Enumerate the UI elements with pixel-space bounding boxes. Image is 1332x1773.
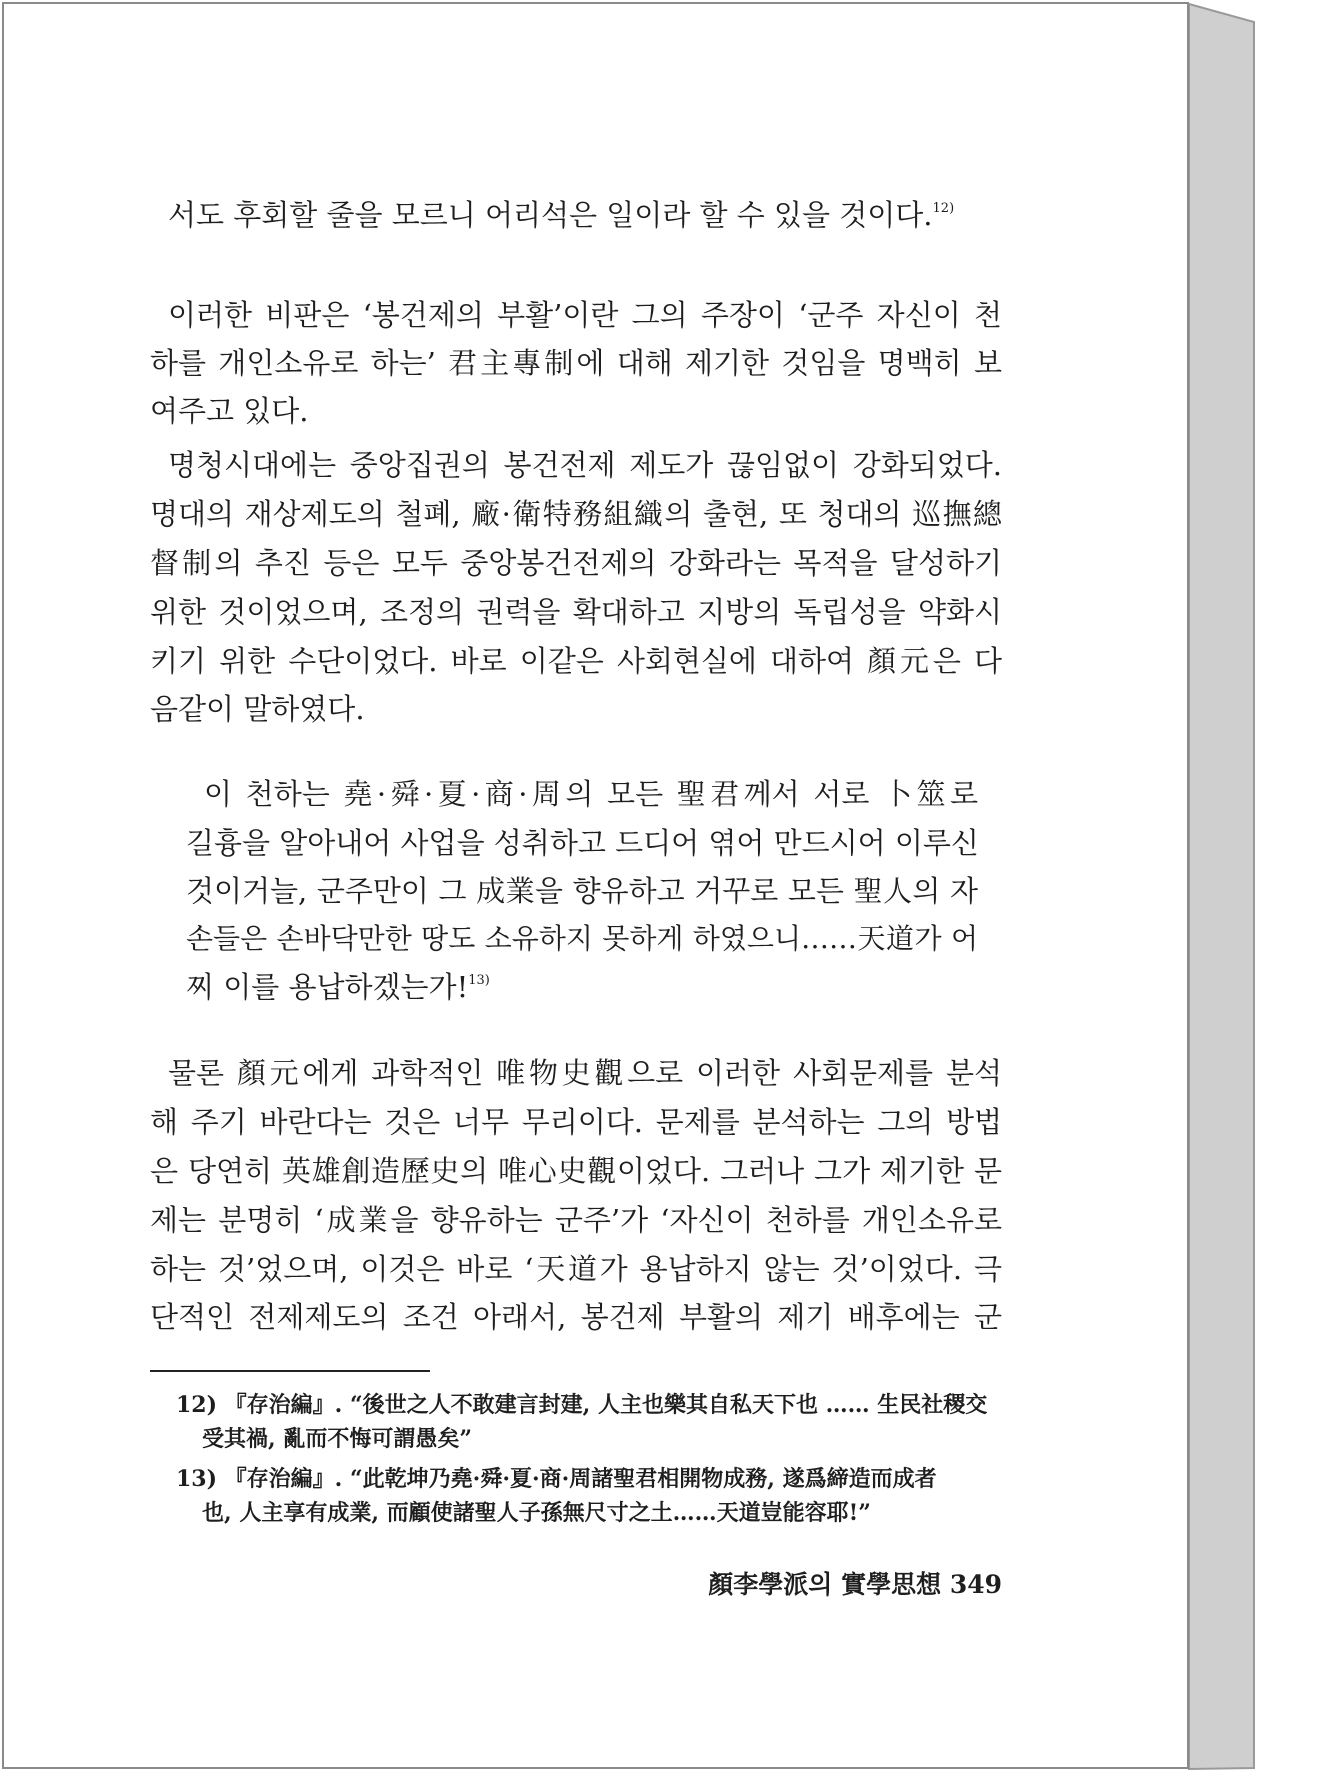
footnote-12-line-2: 受其禍, 亂而不悔可謂愚矣” — [202, 1426, 472, 1452]
quote-line-1: 이 천하는 堯·舜·夏·商·周의 모든 聖君께서 서로 卜筮로 — [204, 777, 978, 811]
quote-line-3: 것이거늘, 군주만이 그 成業을 향유하고 거꾸로 모든 聖人의 자 — [186, 874, 978, 908]
paragraph-3-line-2: 해 주기 바란다는 것은 너무 무리이다. 문제를 분석하는 그의 방법 — [150, 1105, 1002, 1139]
paragraph-1-line-3: 여주고 있다. — [150, 394, 309, 428]
quote-line-5 — [186, 970, 978, 1004]
paragraph-3-line-4: 제는 분명히 ‘成業을 향유하는 군주’가 ‘자신이 천하를 개인소유로 — [150, 1203, 1002, 1237]
running-title: 顏李學派의 實學思想 — [708, 1570, 942, 1599]
quote-line-5-text: 찌 이를 용납하겠는가! — [186, 970, 469, 1004]
footnote-13-line-2: 也, 人主享有成業, 而顧使諸聖人子孫無尺寸之土……天道豈能容耶!” — [202, 1500, 871, 1526]
paragraph-3-line-5: 하는 것’었으며, 이것은 바로 ‘天道가 용납하지 않는 것’이었다. 극 — [150, 1252, 1002, 1286]
continuation-text: 서도 후회할 줄을 모르니 어리석은 일이라 할 수 있을 것이다. — [168, 198, 933, 232]
quote-line-2: 길흉을 알아내어 사업을 성취하고 드디어 엮어 만드시어 이루신 — [186, 826, 979, 860]
paragraph-2-line-5: 키기 위한 수단이었다. 바로 이같은 사회현실에 대하여 顏元은 다 — [150, 644, 1002, 678]
quote-line-4: 손들은 손바닥만한 땅도 소유하지 못하게 하였으니……天道가 어 — [186, 922, 978, 955]
paragraph-3-line-3: 은 당연히 英雄創造歷史의 唯心史觀이었다. 그러나 그가 제기한 문 — [150, 1154, 1002, 1188]
footnote-12-line-1: 12) 『存治編』. “後世之人不敢建言封建, 人主也樂其自私天下也 …… 生民社稷交 — [176, 1392, 988, 1418]
paragraph-2-line-3: 督制의 추진 등은 모두 중앙봉건전제의 강화라는 목적을 달성하기 — [150, 546, 1002, 580]
paragraph-2-line-2: 명대의 재상제도의 철폐, 廠·衛特務組織의 출현, 또 청대의 巡撫總 — [150, 497, 1002, 531]
paragraph-2-line-6: 음같이 말하였다. — [150, 692, 365, 726]
running-footer — [690, 1565, 1002, 1601]
paragraph-2-line-4: 위한 것이었으며, 조정의 권력을 확대하고 지방의 독립성을 약화시 — [150, 595, 1002, 629]
paragraph-2-line-1: 명청시대에는 중앙집권의 봉건전제 제도가 끊임없이 강화되었다. — [168, 448, 1002, 482]
paragraph-1-line-1: 이러한 비판은 ‘봉건제의 부활’이란 그의 주장이 ‘군주 자신이 천 — [168, 298, 1002, 332]
footnote-ref-12: 12) — [932, 201, 955, 216]
paragraph-3-line-6: 단적인 전제제도의 조건 아래서, 봉건제 부활의 제기 배후에는 군 — [150, 1300, 1002, 1334]
paragraph-3-line-1: 물론 顏元에게 과학적인 唯物史觀으로 이러한 사회문제를 분석 — [168, 1056, 1002, 1090]
footnote-divider — [150, 1370, 430, 1372]
continuation-line — [168, 198, 1020, 232]
paragraph-1-line-2: 하를 개인소유로 하는’ 君主專制에 대해 제기한 것임을 명백히 보 — [150, 346, 1002, 380]
footnote-ref-13: 13) — [468, 973, 490, 988]
page-number: 349 — [949, 1570, 1002, 1599]
footnote-13-line-1: 13) 『存治編』. “此乾坤乃堯·舜·夏·商·周諸聖君相開物成務, 遂爲締造而成者 — [176, 1466, 937, 1492]
